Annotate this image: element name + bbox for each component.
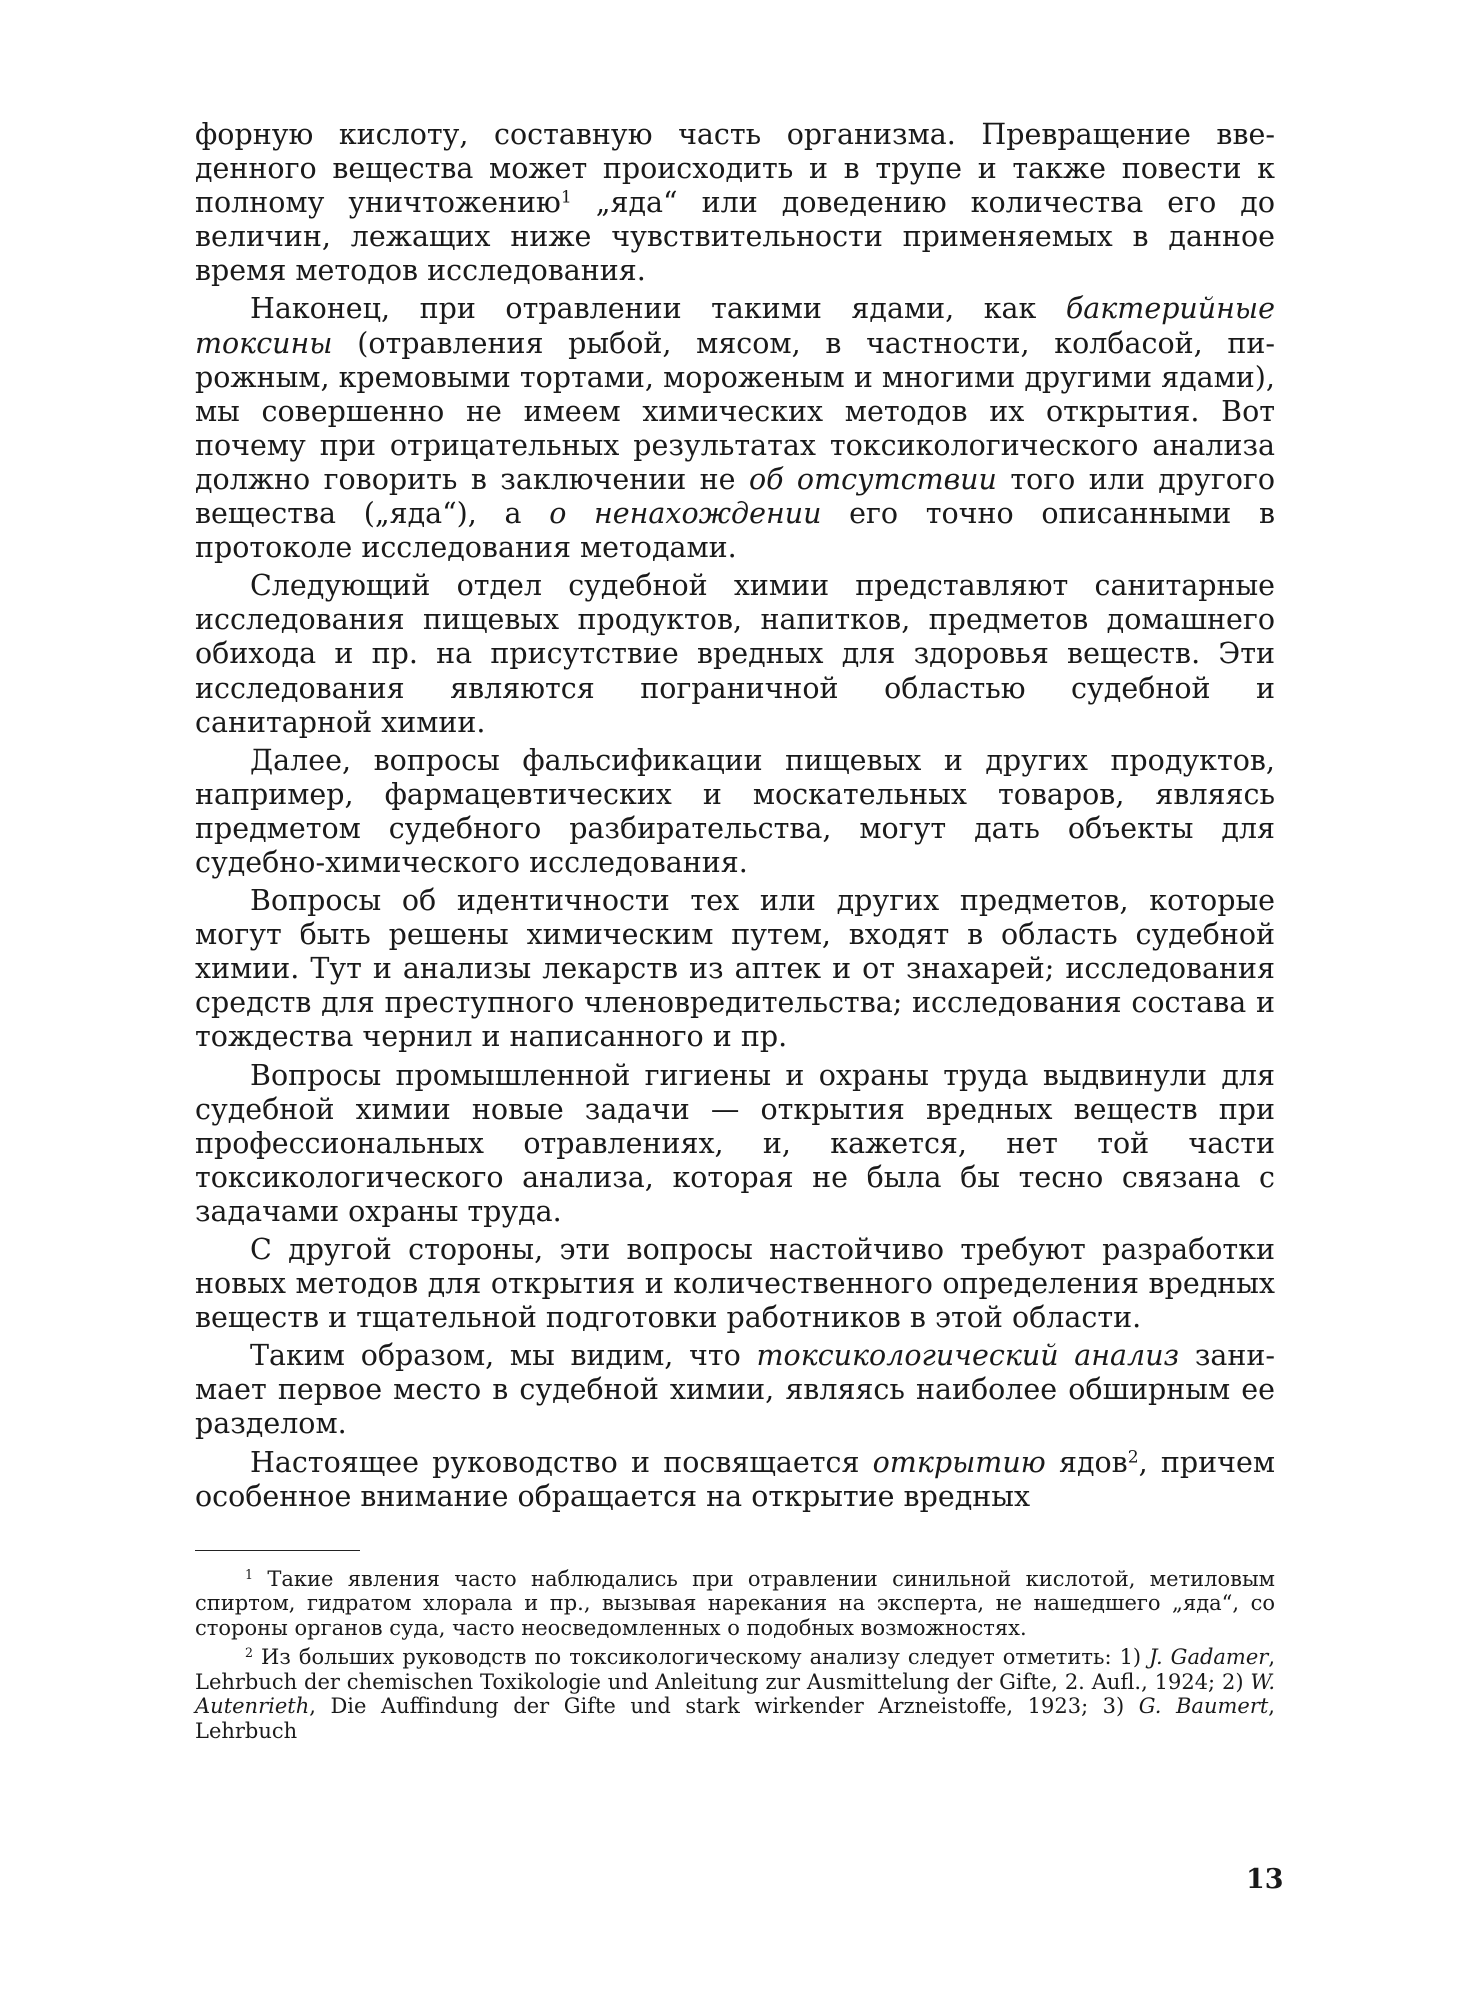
paragraph-8: Таким образом, мы видим, что токсикологический анализ занимает первое место в судебной химии, являясь наиболее обширным ее разделом. (195, 1339, 1275, 1441)
footnote-2: $^2$ Из больших руководств по токсикологическому анализу следует отметить: 1) J. Gadamer, Lehrbuch der chemischen Toxikologie und Anleitung zur Ausmittelung der Gifte, 2. Aufl., 1924; 2) W. Autenrieth, Die Auffindung der Gifte und stark wirkender Arzneistoffe, 1923; 3) G. Baumert, Lehrbuch (195, 1645, 1275, 1743)
book-page (195, 118, 1275, 1743)
emphasis-bacterial-toxins: бактерийные токсины (195, 292, 1275, 360)
emphasis-toxicological-analysis: токсикологический анализ (756, 1339, 1180, 1373)
author-autenrieth: W. Autenrieth (195, 1669, 1275, 1719)
paragraph-4: Далее, вопросы фальсификации пищевых и других продуктов, например, фармацевтических и москательных товаров, являясь предметом судебного разбирательства, могут дать объекты для судебно-химического исследования. (195, 743, 1275, 879)
footnote-1-mark: 1 (245, 1566, 254, 1582)
main-text (195, 118, 1275, 1514)
footnote-2-mark: 2 (245, 1645, 254, 1661)
paragraph-1: форную кислоту, составную часть организма. Превращение введенного вещества может происходить и в трупе и также повести к полному уничтожению$^1$ „яда“ или доведению количества его до величин, лежащих ниже чувствительности применяемых в данное время методов исследования. (195, 118, 1275, 288)
paragraph-6: Вопросы промышленной гигиены и охраны труда выдвинули для судебной химии новые задачи — открытия вредных веществ при профессиональных отравлениях, и, кажется, нет той части токсикологического анализа, которая не была бы тесно связана с задачами охраны труда. (195, 1058, 1275, 1228)
footnote-ref-1: 1 (560, 187, 572, 208)
emphasis-non-detection: о ненахождении (549, 497, 822, 531)
emphasis-detection: открытию (872, 1445, 1046, 1479)
paragraph-9: Настоящее руководство и посвящается открытию ядов$^2$, причем особенное внимание обращается на открытие вредных (195, 1445, 1276, 1513)
footnote-divider (195, 1550, 360, 1551)
emphasis-absence: об отсутствии (748, 462, 997, 496)
footnotes (195, 1567, 1275, 1744)
page-number: 13 (1246, 1864, 1284, 1895)
paragraph-2: Наконец, при отравлении такими ядами, как бактерийные токсины (отравления рыбой, мясом, в частности, колбасой, пирожным, кремовыми тортами, мороженым и многими другими ядами), мы совершенно не имеем химических методов их открытия. Вот почему при отрицательных результатах токсикологического анализа должно говорить в заключении не об отсутствии того или другого вещества („яда“), а о ненахождении его точно описанными в протоколе исследования методами. (195, 292, 1275, 565)
author-baumert: G. Baumert (1138, 1694, 1269, 1719)
paragraph-7: С другой стороны, эти вопросы настойчиво требуют разработки новых методов для открытия и количественного определения вредных веществ и тщательной подготовки работников в этой области. (195, 1233, 1275, 1335)
paragraph-5: Вопросы об идентичности тех или других предметов, которые могут быть решены химическим путем, входят в область судебной химии. Тут и анализы лекарств из аптек и от знахарей; исследования средств для преступного членовредительства; исследования состава и тождества чернил и написанного и пр. (195, 884, 1275, 1054)
paragraph-3: Следующий отдел судебной химии представляют санитарные исследования пищевых продуктов, напитков, предметов домашнего обихода и пр. на присутствие вредных для здоровья веществ. Эти исследования являются пограничной областью судебной и санитарной химии. (195, 569, 1275, 739)
footnote-ref-2: 2 (1127, 1447, 1139, 1468)
footnote-1: $^1$ Такие явления часто наблюдались при отравлении синильной кислотой, метиловым спиртом, гидратом хлорала и пр., вызывая нарекания на эксперта, не нашедшего „яда“, со стороны органов суда, часто неосведомленных о подобных возможностях. (195, 1566, 1275, 1640)
author-gadamer: J. Gadamer (1149, 1645, 1269, 1670)
